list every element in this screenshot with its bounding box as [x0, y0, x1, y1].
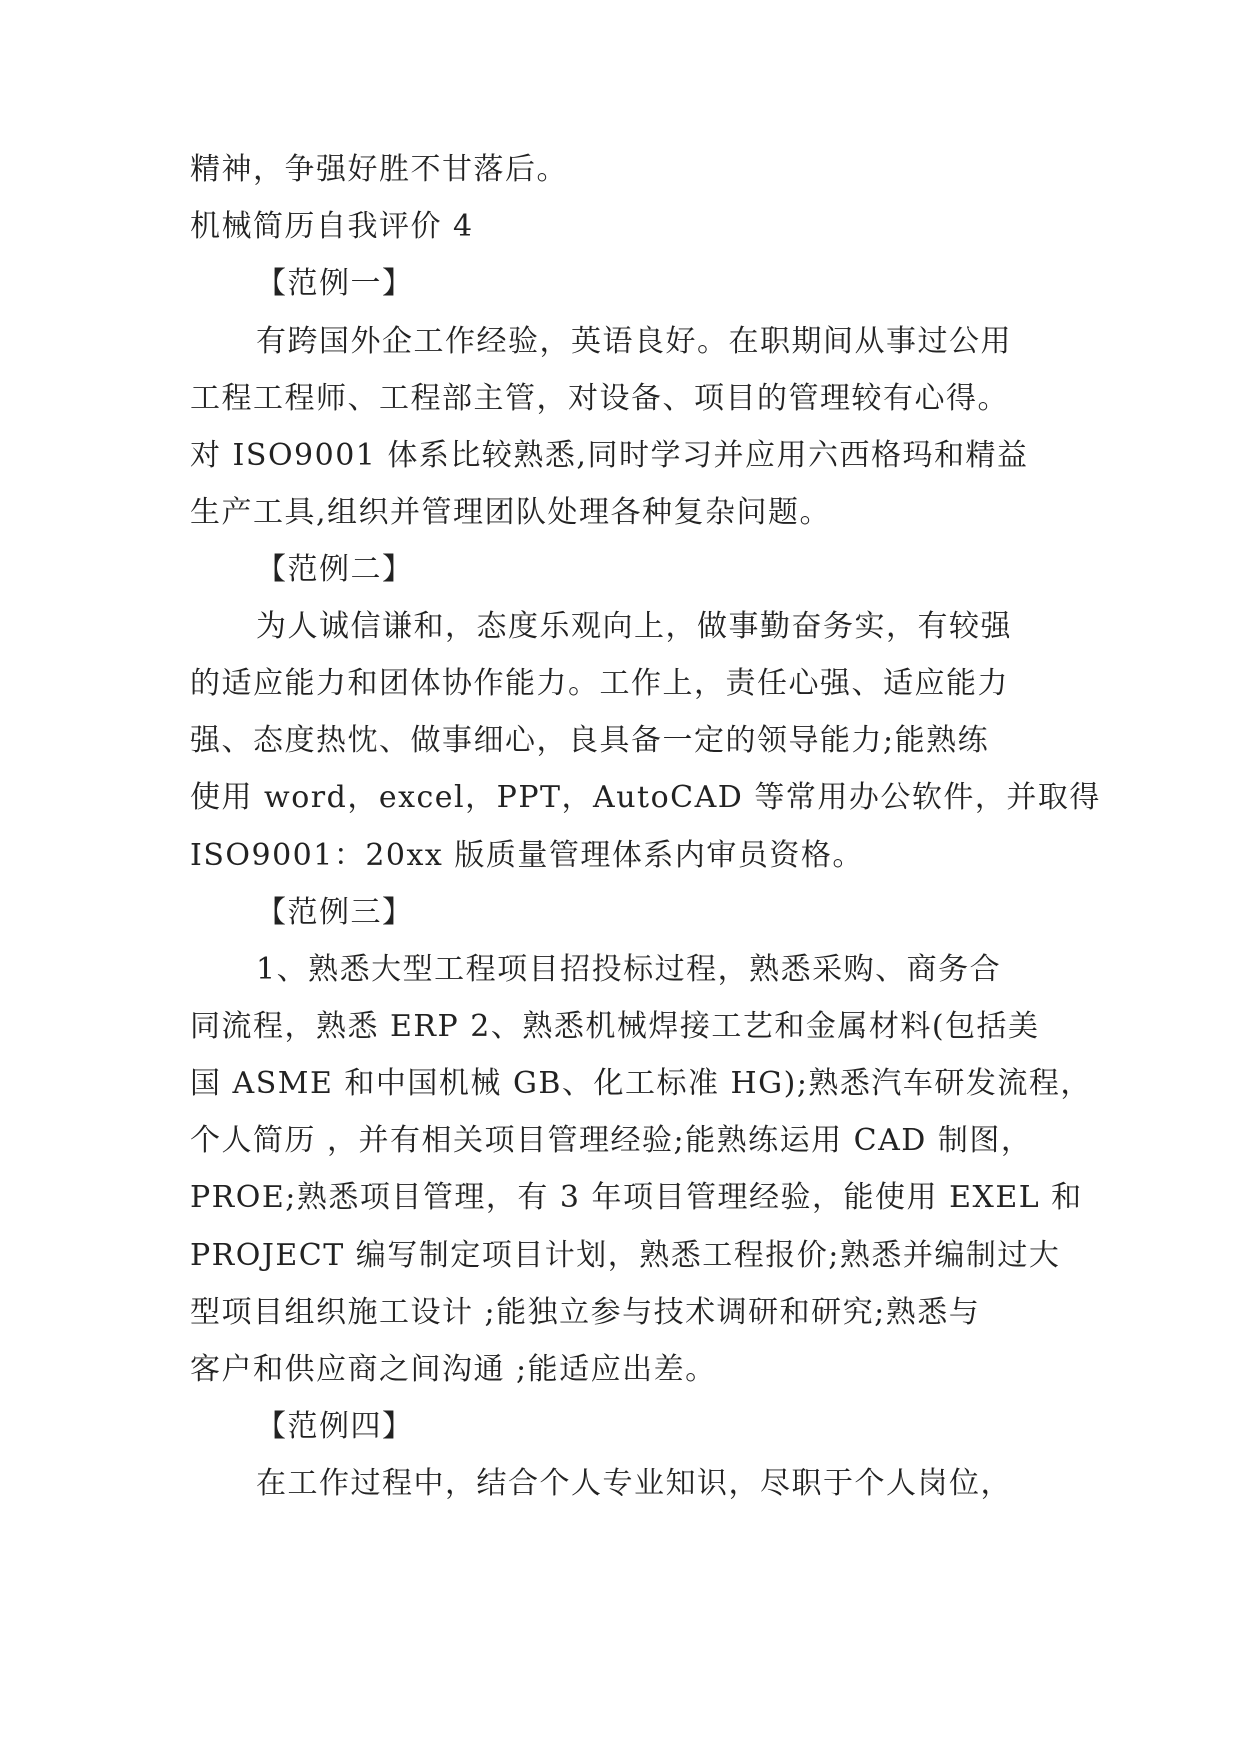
body-text-line: 的适应能力和团体协作能力。工作上，责任心强、适应能力: [190, 666, 1009, 701]
example-heading-2: 【范例二】: [256, 552, 414, 587]
body-text-line: 1、熟悉大型工程项目招投标过程，熟悉采购、商务合: [256, 952, 1002, 987]
body-text-line: 国 ASME 和中国机械 GB、化工标准 HG);熟悉汽车研发流程，: [190, 1066, 1092, 1101]
example-heading-4: 【范例四】: [256, 1409, 414, 1444]
section-title: 机械简历自我评价 4: [190, 209, 474, 244]
example-heading-3: 【范例三】: [256, 895, 414, 930]
body-text-line: 型项目组织施工设计 ;能独立参与技术调研和研究;熟悉与: [190, 1295, 981, 1330]
body-text-line: PROE;熟悉项目管理，有 3 年项目管理经验，能使用 EXEL 和: [190, 1180, 1083, 1215]
body-text-line: 工程工程师、工程部主管，对设备、项目的管理较有心得。: [190, 381, 1009, 416]
body-text-line: 对 ISO9001 体系比较熟悉,同时学习并应用六西格玛和精益: [190, 438, 1029, 473]
body-text-line: 在工作过程中，结合个人专业知识，尽职于个人岗位，: [256, 1466, 1012, 1501]
body-text-line: 生产工具,组织并管理团队处理各种复杂问题。: [190, 495, 832, 530]
body-text-line: 个人简历 ，并有相关项目管理经验;能熟练运用 CAD 制图，: [190, 1123, 1033, 1158]
body-text-line: 精神，争强好胜不甘落后。: [190, 152, 568, 187]
body-text-line: 客户和供应商之间沟通 ;能适应出差。: [190, 1352, 717, 1387]
body-text-line: 为人诚信谦和，态度乐观向上，做事勤奋务实，有较强: [256, 609, 1012, 644]
body-text-line: 强、态度热忱、做事细心，良具备一定的领导能力;能熟练: [190, 723, 990, 758]
body-text-line: 同流程，熟悉 ERP 2、熟悉机械焊接工艺和金属材料(包括美: [190, 1009, 1040, 1044]
body-text-line: ISO9001：20xx 版质量管理体系内审员资格。: [190, 838, 864, 873]
body-text-line: 有跨国外企工作经验，英语良好。在职期间从事过公用: [256, 324, 1012, 359]
body-text-line: 使用 word，excel，PPT，AutoCAD 等常用办公软件，并取得: [190, 780, 1101, 815]
example-heading-1: 【范例一】: [256, 266, 414, 301]
body-text-line: PROJECT 编写制定项目计划，熟悉工程报价;熟悉并编制过大: [190, 1238, 1061, 1273]
